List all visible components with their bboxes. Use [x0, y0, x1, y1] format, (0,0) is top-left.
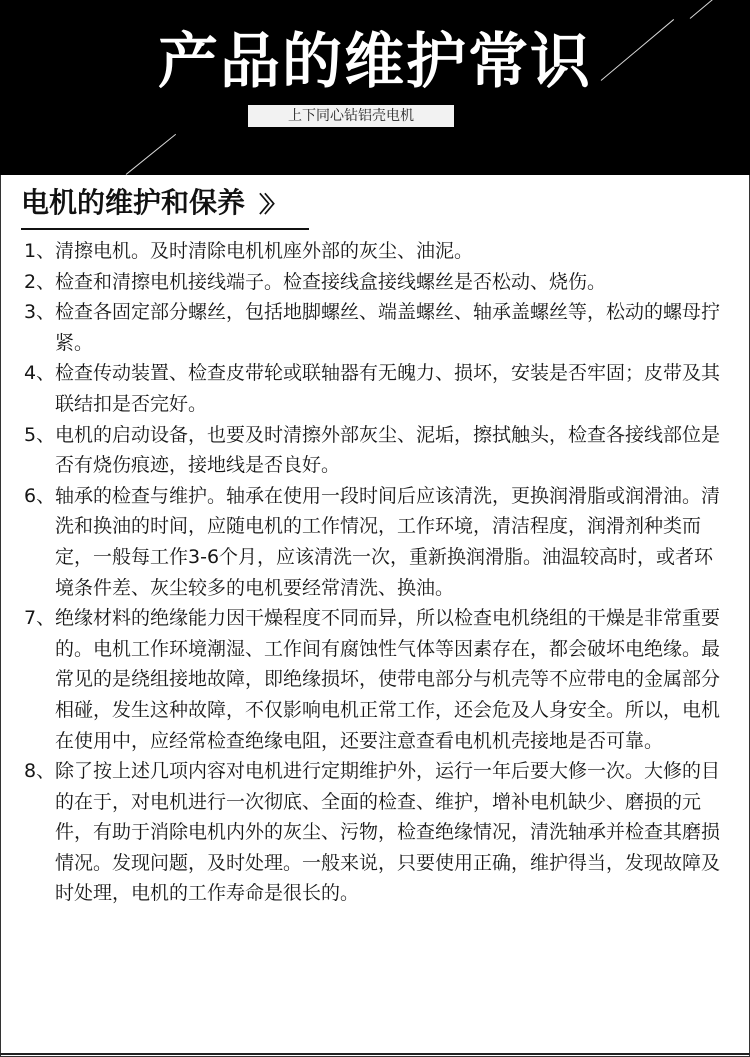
list-item: [24, 358, 724, 419]
item-text: 检查和清擦电机接线端子。检查接线盒接线螺丝是否松动、烧伤。: [55, 270, 607, 293]
item-number: 7、: [24, 607, 56, 630]
header-banner: [0, 0, 750, 175]
double-chevron-icon: 〉〉: [259, 192, 281, 218]
list-item: [24, 267, 724, 298]
list-item: [24, 603, 724, 756]
item-number: 1、: [24, 240, 56, 262]
banner-title: 产品的维护常识: [158, 27, 592, 97]
item-text: 绝缘材料的绝缘能力因干燥程度不同而异，所以检查电机绕组的干燥是非常重要的。电机工作环境潮湿、工作间有腐蚀性气体等因素存在，都会破坏电绝缘。最常见的是绕组接地故障，即绝缘损坏，使带电部分与机壳等不应带电的金属部分相碰，发生这种故障，不仅影响电机正常工作，还会危及人身安全。所以，电机在使用中，应经常检查绝缘电阻，还要注意查看电机机壳接地是否可靠。: [55, 607, 721, 752]
item-number: 4、: [24, 362, 56, 385]
section-title: 电机的维护和保养: [21, 186, 246, 219]
list-item: [24, 236, 724, 267]
item-text: 检查各固定部分螺丝，包括地脚螺丝、端盖螺丝、轴承盖螺丝等，松动的螺母拧紧。: [55, 301, 721, 354]
section-header: [21, 180, 280, 226]
bottom-border: [0, 1053, 750, 1055]
item-text: 清擦电机。及时清除电机机座外部的灰尘、油泥。: [55, 240, 474, 262]
section-underline: [21, 228, 309, 230]
maintenance-list: [24, 236, 724, 909]
item-text: 轴承的检查与维护。轴承在使用一段时间后应该清洗，更换润滑脂或润滑油。清洗和换油的时间，应随电机的工作情况，工作环境，清洁程度，润滑剂种类而定，一般每工作3-6个月，应该清洗一次，重新换润滑脂。油温较高时，或者环境条件差、灰尘较多的电机要经常清洗、换油。: [55, 484, 721, 599]
item-number: 8、: [24, 760, 56, 783]
list-item: [24, 481, 724, 603]
item-text: 除了按上述几项内容对电机进行定期维护外，运行一年后要大修一次。大修的目的在于，对电机进行一次彻底、全面的检查、维护，增补电机缺少、磨损的元件，有助于消除电机内外的灰尘、污物，检查绝缘情况，清洗轴承并检查其磨损情况。发现问题，及时处理。一般来说，只要使用正确，维护得当，发现故障及时处理，电机的工作寿命是很长的。: [55, 760, 721, 905]
item-number: 3、: [24, 301, 56, 324]
list-item: [24, 297, 724, 358]
list-item: [24, 756, 724, 909]
banner-subtitle: 上下同心钻铝壳电机: [248, 105, 454, 127]
item-number: 2、: [24, 270, 56, 293]
decorative-line: [126, 134, 176, 175]
item-text: 检查传动装置、检查皮带轮或联轴器有无魄力、损坏，安装是否牢固；皮带及其联结扣是否完好。: [55, 362, 721, 415]
item-text: 电机的启动设备，也要及时清擦外部灰尘、泥垢，擦拭触头，检查各接线部位是否有烧伤痕迹，接地线是否良好。: [55, 423, 721, 477]
list-item: [24, 420, 724, 481]
item-number: 6、: [24, 484, 56, 507]
item-number: 5、: [24, 423, 56, 446]
decorative-line: [690, 0, 721, 19]
